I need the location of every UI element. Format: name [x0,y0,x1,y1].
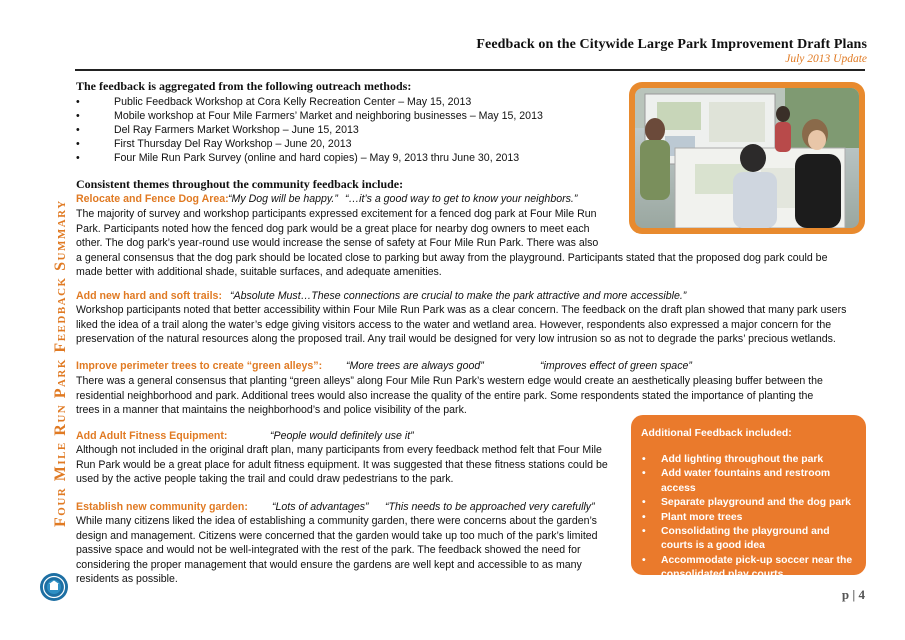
text-line: The majority of survey and workshop participants expressed excitement for a fenced dog park at Four Mile Run [76,208,597,220]
side-title: Four Mile Run Park Feedback Summary [52,199,69,527]
list-item: • Accommodate pick-up soccer near the consolidated play courts [641,554,856,583]
list-item: • Del Ray Farmers Market Workshop – June 15, 2013 [76,123,636,137]
list-item: • Public Feedback Workshop at Cora Kelly Recreation Center – May 15, 2013 [76,95,636,109]
theme-title-dog: Relocate and Fence Dog Area: [76,193,229,205]
text-line: design and management. Citizens were concerned that the garden would take up too much of the park’s limited [76,529,598,542]
quote: “improves effect of green space” [540,360,692,372]
text-line: residents as possible. [76,573,178,586]
text-line: Workshop participants noted that better accessibility within Four Mile Run Park was as a clear concern. The feedback on the draft plan showed that many park users [76,304,847,316]
list-item: • Plant more trees [641,511,856,525]
page-number: p | 4 [841,587,865,602]
text-line: considering the proper management that would ensure the gardens are well kept and accessible to as many [76,558,582,571]
outreach-list [76,95,636,165]
list-item: • Four Mile Run Park Survey (online and hard copies) – May 9, 2013 thru June 30, 2013 [76,151,636,165]
additional-feedback-title: Additional Feedback included: [641,428,792,439]
list-item: • Add water fountains and restroom access [641,467,856,496]
list-item: • Consolidating the playground and courts is a good idea [641,525,856,554]
theme-title-garden: Establish new community garden: [76,501,248,513]
document-subtitle: July 2013 Update [785,53,867,65]
text-line: passive space and would not be well-integrated with the rest of the park. The feedback showed the need for [76,544,581,557]
outreach-heading: The feedback is aggregated from the following outreach methods: [76,79,412,93]
list-item: • First Thursday Del Ray Workshop – June 20, 2013 [76,137,636,151]
text-line: Run Park would be a great place for adult fitness equipment. It was suggested that these fitness stations could be [76,458,608,471]
text-line: trees in a manner that maintains the neighborhood’s and police visibility of the park. [76,404,467,417]
themes-heading: Consistent themes throughout the community feedback include: [76,177,404,191]
text-line: liked the idea of a trail along the water’s edge giving visitors access to the water and wetland area. However, respondents also expressed a major concern for the [76,318,832,331]
list-item: • Separate playground and the dog park [641,496,856,510]
text-line: Although not included in the original draft plan, many participants from every feedback method felt that Four Mile [76,444,602,456]
list-item: • Add lighting throughout the park [641,453,856,467]
paragraph-garden [76,514,598,587]
city-seal-icon [39,572,69,602]
quote: “People would definitely use it” [270,430,414,442]
paragraph-fitness [76,443,608,487]
quote: “Lots of advantages” [272,501,369,513]
text-line: other. The dog park’s year-round use would increase the sense of safety at Four Mile Run Park. There was also [76,237,599,250]
quote: “More trees are always good” [346,360,484,372]
theme-title-trails: Add new hard and soft trails: [76,290,222,302]
theme-title-fitness: Add Adult Fitness Equipment: [76,430,228,442]
paragraph-trails [76,303,846,347]
paragraph-dog [76,207,827,280]
header-divider [75,69,865,71]
text-line: There was a general consensus that planting “green alleys” along Four Mile Run Park’s western edge would create an aesthetically pleasing buffer between the [76,375,823,387]
quote: “Absolute Must…These connections are crucial to make the park attractive and more accessible.” [230,290,687,302]
additional-feedback-list [641,453,856,583]
text-line: Park. Participants noted how the fenced dog park would be a great place for nearby dog owners to meet each [76,222,590,235]
paragraph-trees [76,374,823,418]
text-line: residential neighborhood and park. Additional trees would also increase the quality of the entire park. Some respondents stated the importance of planting the [76,389,814,402]
text-line: preservation of the natural resources along the proposed trail. Any trail would be designed for very low intrusion so as not to degrade the parks’ precious wetlands. [76,333,836,346]
quote: “This needs to be approached very carefully” [385,501,595,513]
text-line: a general consensus that the dog park should be located close to parking but away from the playground. Participants stated that the proposed dog park could be [76,251,828,264]
theme-title-trees: Improve perimeter trees to create “green alleys”: [76,360,323,372]
quote: “…it’s a good way to get to know your neighbors.” [345,193,578,205]
document-title: Feedback on the Citywide Large Park Improvement Draft Plans [476,37,867,52]
text-line: While many citizens liked the idea of establishing a community garden, there were concerns about the garden’s [76,515,597,527]
quote: “My Dog will be happy.” [228,193,338,205]
text-line: used by the active people taking the trail and could draw pedestrians to the park. [76,473,454,486]
list-item: • Mobile workshop at Four Mile Farmers’ Market and neighboring businesses – May 15, 2013 [76,109,636,123]
text-line: made better with additional shade, suitable surfaces, and adequate amenities. [76,266,442,279]
additional-feedback-box [631,415,866,581]
